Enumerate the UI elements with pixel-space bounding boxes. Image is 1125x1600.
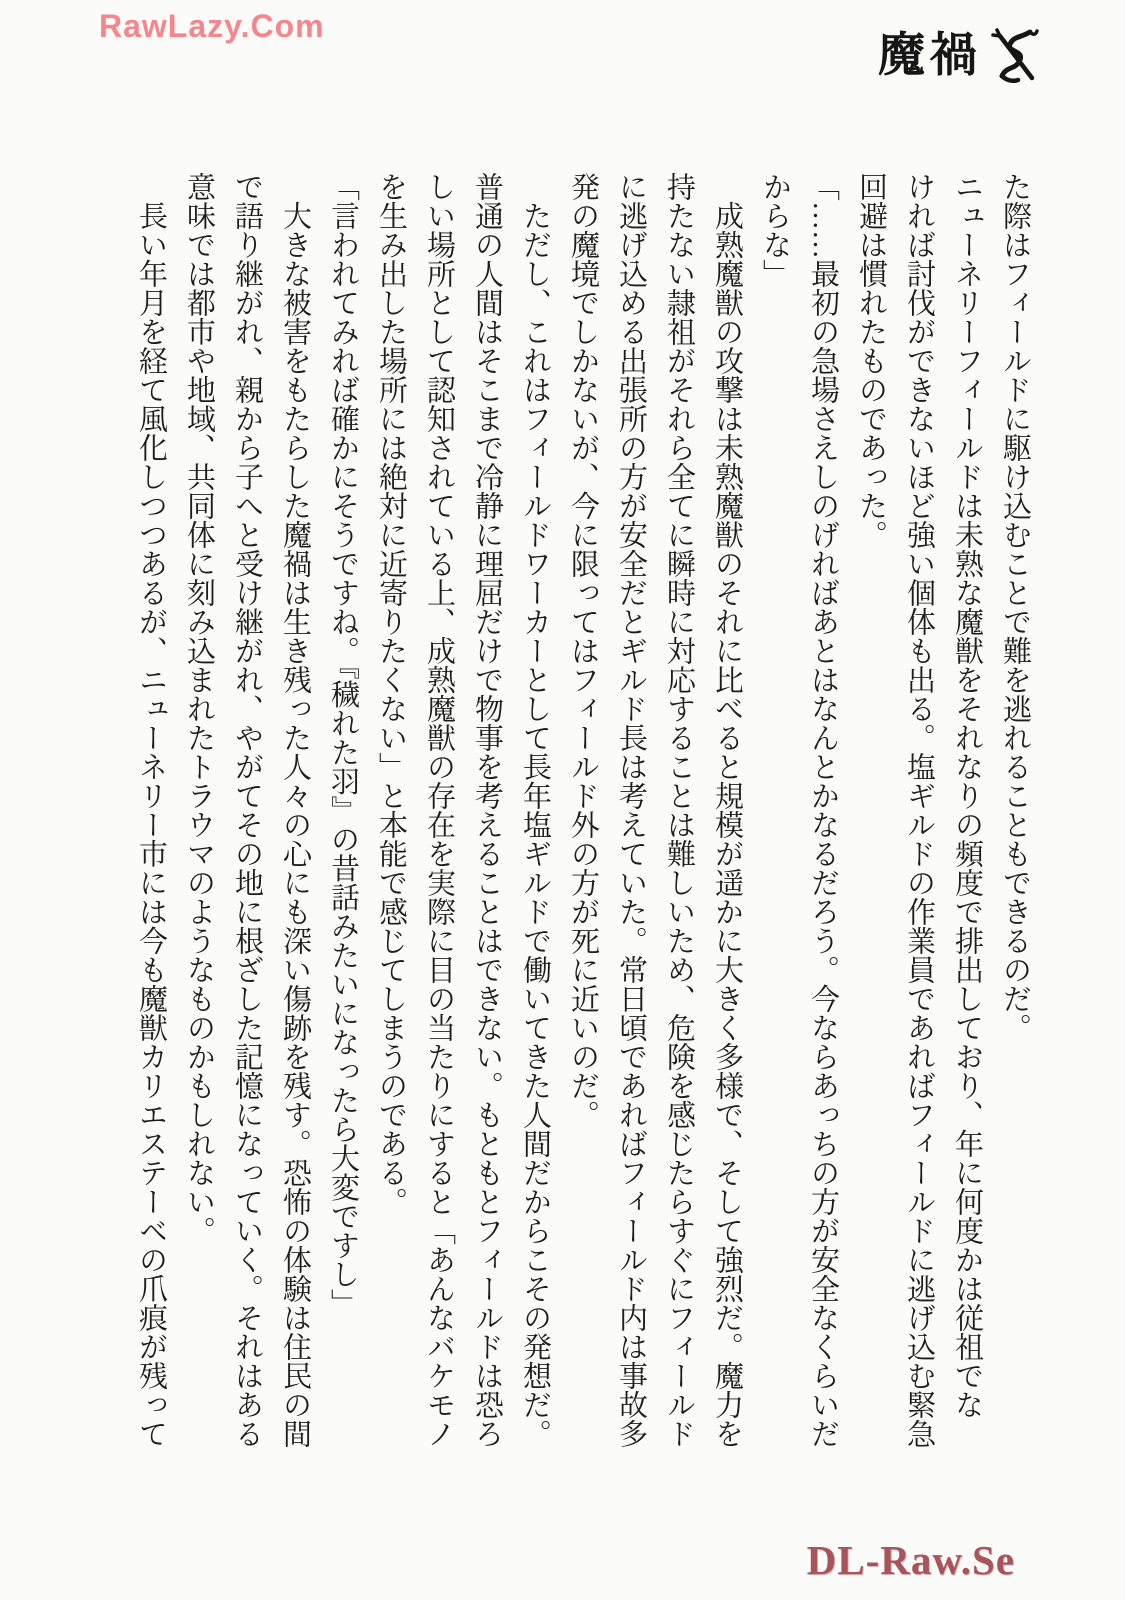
text-column-16: 大きな被害をもたらした魔禍は生き残った人々の心にも深い傷跡を残す。恐怖の体験は住民の間 xyxy=(279,201,311,1448)
text-column-13: しい場所として認知されている上、成熟魔獣の存在を実際に目の当たりにすると「あんなバケモノ xyxy=(423,172,455,1448)
text-column-10: 発の魔境でしかないが、今に限ってはフィールド外の方が死に近いのだ。 xyxy=(567,172,599,1129)
text-column-2: ニューネリーフィールドは未熟な魔獣をそれなりの頻度で排出しており、年に何度かは従祖でな xyxy=(951,172,983,1419)
watermark-site-name: RawLazy.Com xyxy=(99,8,325,44)
text-column-19: 長い年月を経て風化しつつあるが、ニューネリー市には今も魔獣カリエステーベの爪痕が残って xyxy=(135,201,167,1448)
text-column-1: た際はフィールドに駆け込むことで難を逃れることもできるのだ。 xyxy=(999,172,1031,1042)
chapter-title: 魔禍 xyxy=(878,29,982,82)
text-column-14: を生み出した場所には絶対に近寄りたくない」と本能で感じてしまうのである。 xyxy=(375,172,407,1216)
text-column-9: に逃げ込める出張所の方が安全だとギルド長は考えていた。常日頃であればフィールド内は事故多 xyxy=(615,172,647,1448)
text-column-6: からな」 xyxy=(759,172,791,288)
text-column-3: ければ討伐ができないほど強い個体も出る。塩ギルドの作業員であればフィールドに逃げ込む緊急 xyxy=(903,172,935,1448)
text-column-17: で語り継がれ、親から子へと受け継がれ、やがてその地に根ざした記憶になっていく。それはある xyxy=(231,172,263,1448)
text-column-8: 持たない隷祖がそれら全てに瞬時に対応することは難しいため、危険を感じたらすぐにフィールド xyxy=(663,172,695,1448)
text-column-15: 「言われてみれば確かにそうですね。『穢れた羽』の昔話みたいになったら大変ですし」 xyxy=(327,172,359,1318)
text-column-18: 意味では都市や地域、共同体に刻み込まれたトラウマのようなものかもしれない。 xyxy=(183,172,215,1245)
footer-site-name: DL-Raw.Se xyxy=(806,1537,1015,1583)
text-column-12: 普通の人間はそこまで冷静に理屈だけで物事を考えることはできない。もともとフィールドは恐ろ xyxy=(471,172,503,1448)
text-column-5: 「……最初の急場さえしのげればあとはなんとかなるだろう。今ならあっちの方が安全なくらいだ xyxy=(807,172,839,1448)
text-column-4: 回避は慣れたものであった。 xyxy=(855,172,887,549)
text-column-11: ただし、これはフィールドワーカーとして長年塩ギルドで働いてきた人間だからこその発想だ。 xyxy=(519,201,551,1448)
text-column-7: 成熟魔獣の攻撃は未熟魔獣のそれに比べると規模が遥かに大きく多様で、そして強烈だ。魔力を xyxy=(711,201,743,1448)
